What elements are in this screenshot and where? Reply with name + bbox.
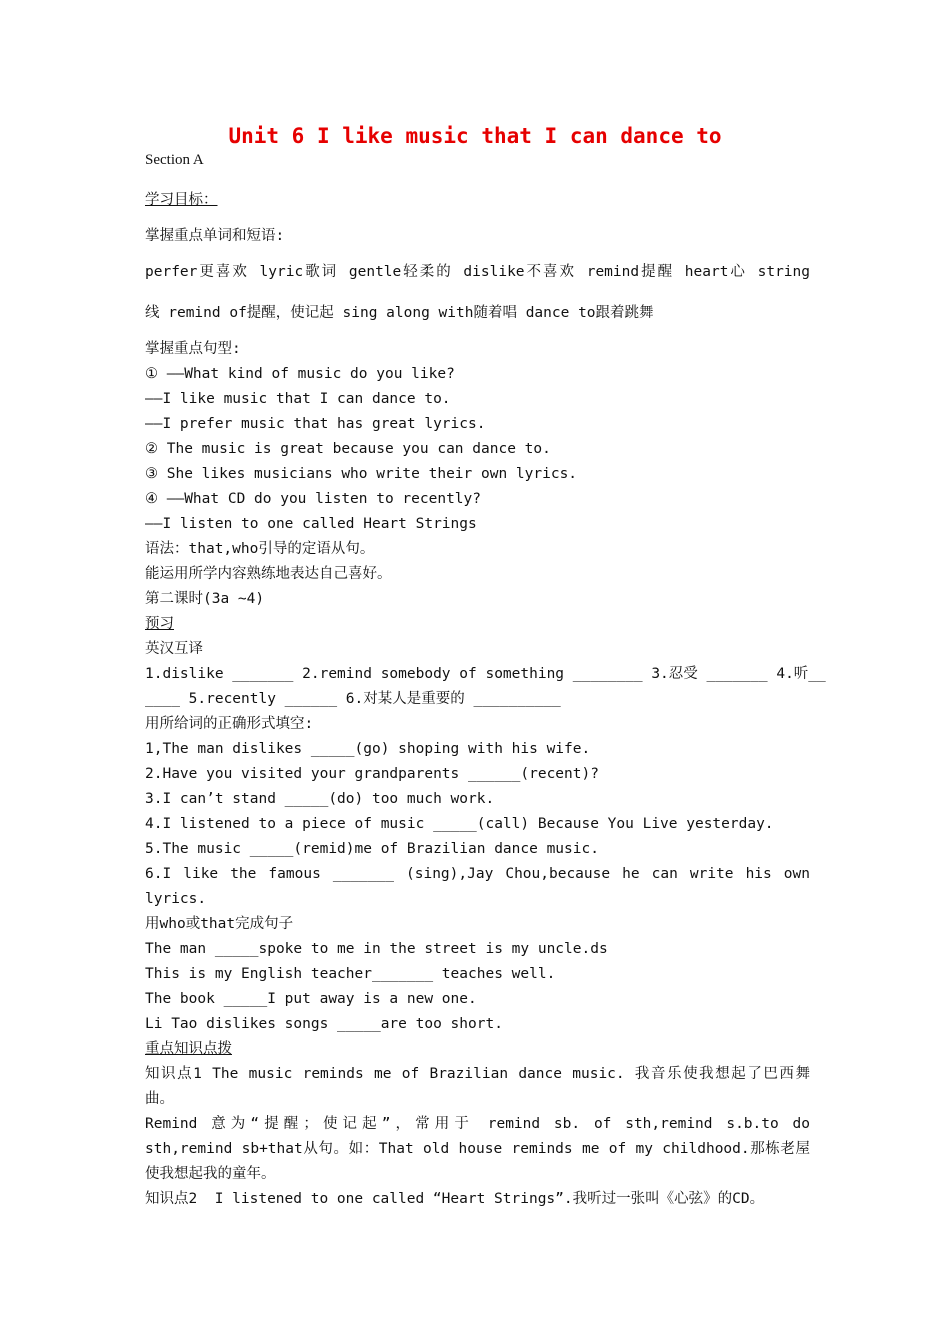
remind-explanation: sth,remind sb+that从句。如：That old house reminds me of my childhood.那栋老屋: [145, 1141, 810, 1157]
fill-item: 5.The music _____(remid)me of Brazilian dance music.: [145, 841, 599, 857]
section-label: Section A: [145, 152, 204, 168]
fill-item: 4.I listened to a piece of music _____(call) Because You Live yesterday.: [145, 816, 774, 832]
translate-heading: 英汉互译: [145, 641, 203, 657]
sentence-line: ④ ——What CD do you listen to recently?: [145, 491, 481, 507]
fill-heading: 用所给词的正确形式填空:: [145, 716, 314, 732]
vocab-line: perfer更喜欢 lyric歌词 gentle轻柔的 dislike不喜欢 remind提醒 heart心 string: [145, 264, 810, 280]
ability-note: 能运用所学内容熟练地表达自己喜好。: [145, 566, 392, 582]
fill-item: 3.I can’t stand _____(do) too much work.: [145, 791, 495, 807]
translate-line: 1.dislike _______ 2.remind somebody of something ________ 3.忍受 _______ 4.听__: [145, 666, 826, 682]
lesson-label: 第二课时(3a ~4): [145, 591, 265, 607]
grammar-note: 语法：that,who引导的定语从句。: [145, 541, 375, 557]
fill-item: 6.I like the famous _______ (sing),Jay Chou,because he can write his own: [145, 866, 810, 882]
preview-heading: 预习: [145, 616, 174, 632]
sentence-line: ③ She likes musicians who write their own lyrics.: [145, 466, 578, 482]
sentence-line: ——I listen to one called Heart Strings: [145, 516, 477, 532]
who-heading: 用who或that完成句子: [145, 916, 294, 932]
fill-item: 1,The man dislikes _____(go) shoping with his wife.: [145, 741, 591, 757]
fill-item-continued: lyrics.: [145, 891, 207, 907]
point-2: 知识点2 I listened to one called “Heart Strings”.我听过一张叫《心弦》的CD。: [145, 1191, 765, 1207]
sentence-line: ——I like music that I can dance to.: [145, 391, 451, 407]
who-item: The man _____spoke to me in the street is my uncle.ds: [145, 941, 608, 957]
point-1: 知识点1 The music reminds me of Brazilian dance music. 我音乐使我想起了巴西舞: [145, 1066, 810, 1082]
remind-explanation: Remind 意为“提醒；使记起”，常用于 remind sb. of sth,remind s.b.to do: [145, 1116, 810, 1132]
who-item: Li Tao dislikes songs _____are too short.: [145, 1016, 503, 1032]
who-item: This is my English teacher_______ teaches well.: [145, 966, 556, 982]
who-item: The book _____I put away is a new one.: [145, 991, 477, 1007]
sentences-heading: 掌握重点句型:: [145, 341, 241, 357]
goals-heading: 学习目标：: [145, 192, 218, 208]
sentence-line: ② The music is great because you can dance to.: [145, 441, 551, 457]
sentence-line: ——I prefer music that has great lyrics.: [145, 416, 486, 432]
fill-item: 2.Have you visited your grandparents ______(recent)?: [145, 766, 599, 782]
document-body: [145, 188, 826, 1212]
key-heading: 重点知识点拨: [145, 1041, 232, 1057]
point-1-continued: 曲。: [145, 1091, 174, 1107]
vocab-heading: 掌握重点单词和短语:: [145, 228, 285, 244]
sentence-line: ① ——What kind of music do you like?: [145, 366, 455, 382]
vocab-line: 线 remind of提醒，使记起 sing along with随着唱 dance to跟着跳舞: [145, 305, 654, 321]
remind-explanation-end: 使我想起我的童年。: [145, 1166, 276, 1182]
page-title: Unit 6 I like music that I can dance to: [228, 124, 722, 148]
translate-line: ____ 5.recently ______ 6.对某人是重要的 __________: [145, 691, 561, 707]
